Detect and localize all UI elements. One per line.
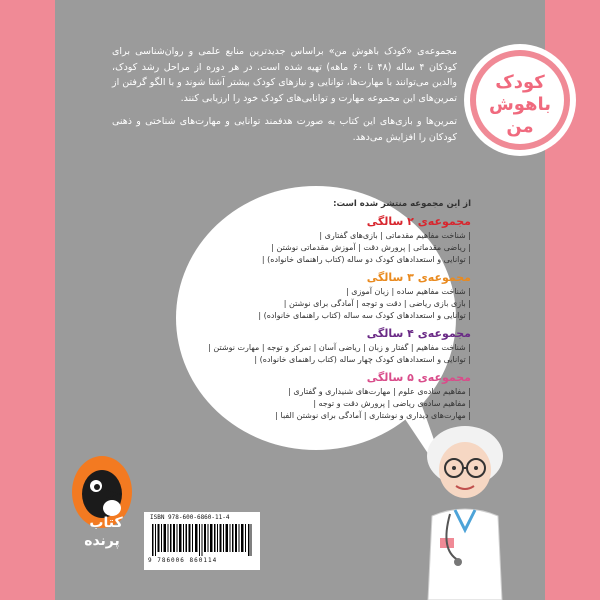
left-pink-strip xyxy=(0,0,55,600)
logo-line-3: من xyxy=(506,116,534,137)
series-line: | شناخت مفاهیم ساده | زبان آموزی | xyxy=(345,287,471,296)
series-title: مجموعه‌ی ۲ سالگی xyxy=(366,215,471,228)
intro-paragraph-2: تمرین‌ها و بازی‌های این کتاب به صورت هدفمند توانایی و مهارت‌های شناختی و ذهنی کودکان را افزایش می‌دهد. xyxy=(112,116,457,143)
intro-text xyxy=(112,44,457,153)
doctor-character-icon xyxy=(410,420,520,600)
series-line: | مفاهیم ساده‌ی ریاضی | پرورش دقت و توجه | xyxy=(313,399,471,408)
intro-paragraph-1: مجموعه‌ی «کودک باهوش من» براساس جدیدترین منابع علمی و روان‌شناسی برای کودکان ۴ ساله (۴۸ تا ۶۰ ماهه) تهیه شده است. در هر دوره از مراحل رشد کودک، والدین می‌توانند با مهارت‌ها، توانایی و نیازهای کودک بیشتر آشنا شوند و با الگو گرفتن از تمرین‌های این مجموعه مهارت و توانایی‌های کودک خود را ارزیابی کنند. xyxy=(112,46,458,104)
series-line: | مهارت‌های دیداری و نوشتاری | آمادگی برای نوشتن الفبا | xyxy=(275,411,471,420)
series-line: | توانایی و استعدادهای کودک دو ساله (کتاب راهنمای خانواده) | xyxy=(261,255,471,264)
publisher-name-line-1: کتاب xyxy=(89,515,123,531)
series-list xyxy=(206,198,471,428)
publisher-logo xyxy=(66,510,136,550)
logo-line-1: کودک xyxy=(495,72,545,93)
series-3-years xyxy=(206,272,471,322)
series-title: مجموعه‌ی ۳ سالگی xyxy=(366,271,471,284)
series-line: | توانایی و استعدادهای کودک چهار ساله (کتاب راهنمای خانواده) | xyxy=(254,355,471,364)
series-logo xyxy=(460,40,580,160)
series-line: | توانایی و استعدادهای کودک سه ساله (کتاب راهنمای خانواده) | xyxy=(258,311,471,320)
series-line: | ریاضی مقدماتی | پرورش دقت | آموزش مقدماتی نوشتن | xyxy=(271,243,471,252)
barcode xyxy=(144,512,260,570)
series-title: مجموعه‌ی ۴ سالگی xyxy=(366,327,471,340)
publisher-name-line-2: پرنده xyxy=(84,533,120,549)
series-4-years xyxy=(206,328,471,366)
barcode-digits: 9 786006 860114 xyxy=(148,557,218,564)
series-list-intro: از این مجموعه منتشر شده است: xyxy=(333,199,471,209)
barcode-bars xyxy=(152,524,252,556)
isbn-label: ISBN 978-600-6860-11-4 xyxy=(150,514,230,521)
logo-line-2: باهوش xyxy=(488,94,552,115)
series-line: | بازی بازی ریاضی | دقت و توجه | آمادگی برای نوشتن | xyxy=(283,299,471,308)
series-line: | شناخت مفاهیم | گفتار و زبان | ریاضی آسان | تمرکز و توجه | مهارت نوشتن | xyxy=(208,343,471,352)
series-line: | شناخت مفاهیم مقدماتی | بازی‌های گفتاری | xyxy=(319,231,471,240)
series-line: | مفاهیم ساده‌ی علوم | مهارت‌های شنیداری و گفتاری | xyxy=(288,387,471,396)
series-2-years xyxy=(206,216,471,266)
series-title: مجموعه‌ی ۵ سالگی xyxy=(366,371,471,384)
series-5-years xyxy=(206,372,471,422)
